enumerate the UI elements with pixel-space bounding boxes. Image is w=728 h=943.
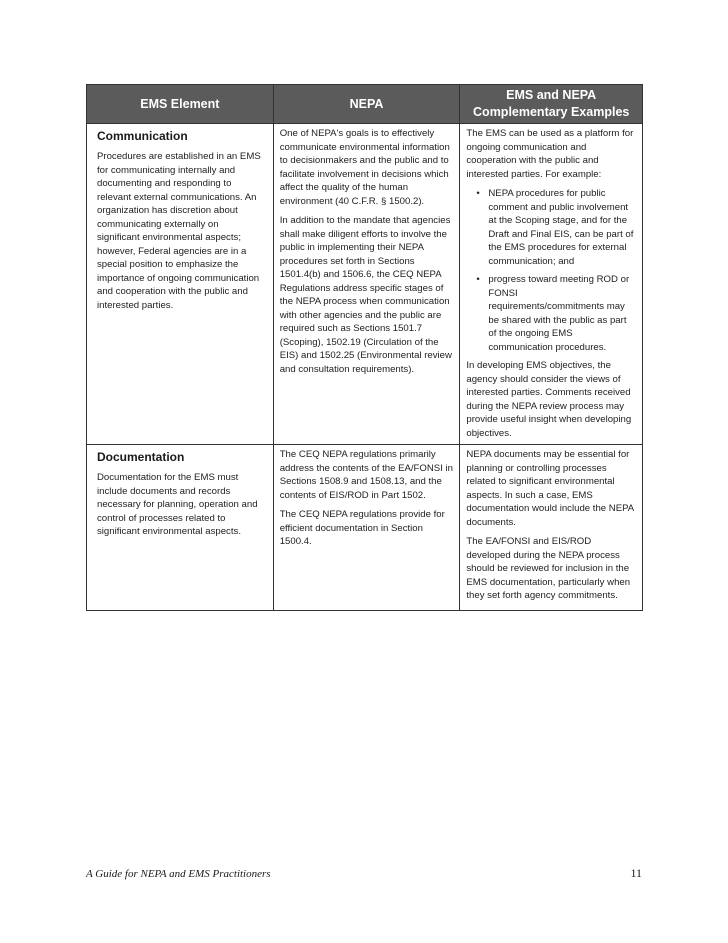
cell-examples: [460, 124, 643, 445]
examples-bullet-list: [466, 187, 636, 354]
nepa-paragraph: The CEQ NEPA regulations primarily address the contents of the EA/FONSI in Sections 1508.9 and 1508.13, and the contents of EIS/ROD in Part 1502.: [279, 449, 453, 501]
footer-guide-title: A Guide for NEPA and EMS Practitioners: [86, 868, 271, 880]
element-description: Documentation for the EMS must include documents and records necessary for planning, operation and control of processes related to significant environmental aspects.: [97, 472, 258, 537]
bullet-icon: •: [476, 274, 480, 285]
table-row-documentation: [87, 445, 643, 611]
element-description: Procedures are established in an EMS for communicating internally and documenting and responding to relevant external communications. An organization has discretion about communicating externally on significant environmental aspects; however, Federal agencies are in a special position to emphasize the importance of ongoing communication and cooperation with the public and interested parties.: [97, 151, 261, 311]
nepa-paragraph: One of NEPA's goals is to effectively communicate environmental information to decisionmakers and the public and to facilitate involvement in decisions which affect the quality of the human environment (40 C.F.R. § 1500.2).: [279, 128, 450, 207]
list-item: [466, 273, 636, 354]
table-row-communication: [87, 124, 643, 445]
nepa-paragraph: The CEQ NEPA regulations provide for efficient documentation in Section 1500.4.: [279, 509, 445, 547]
examples-outro: In developing EMS objectives, the agency should consider the views of interested parties. Comments received during the NEPA review process may provide useful insight when developing objectives.: [466, 360, 632, 439]
header-nepa: NEPA: [273, 85, 460, 124]
cell-examples: [460, 445, 643, 611]
cell-nepa: [273, 445, 460, 611]
list-item: [466, 187, 636, 268]
bullet-text: progress toward meeting ROD or FONSI requirements/commitments may be shared with the public as part of the ongoing EMS communication procedures.: [488, 274, 630, 353]
header-complementary-examples: EMS and NEPA Complementary Examples: [460, 85, 643, 124]
bullet-icon: •: [476, 188, 480, 199]
examples-paragraph: The EA/FONSI and EIS/ROD developed during the NEPA process should be reviewed for inclusion in the EMS documentation, particularly when they set forth agency commitments.: [466, 536, 631, 601]
cell-ems-element: [87, 124, 274, 445]
element-title: Documentation: [97, 450, 185, 464]
table-header-row: [87, 85, 643, 124]
bullet-text: NEPA procedures for public comment and public involvement at the Scoping stage, and for the Draft and Final EIS, can be part of the EMS procedures for external communication; and: [488, 188, 634, 267]
element-title: Communication: [97, 129, 188, 143]
examples-intro: The EMS can be used as a platform for ongoing communication and cooperation with the public and interested parties. For example:: [466, 128, 634, 180]
examples-paragraph: NEPA documents may be essential for planning or controlling processes related to significant environmental aspects. In such a case, EMS documentation would include the NEPA documents.: [466, 449, 634, 528]
cell-ems-element: [87, 445, 274, 611]
page-number: 11: [630, 866, 642, 880]
ems-nepa-table: [86, 84, 643, 611]
nepa-paragraph: In addition to the mandate that agencies shall make diligent efforts to involve the public in implementing their NEPA procedures set forth in Sections 1501.4(b) and 1506.6, the CEQ NEPA Regulations address specific stages of the NEPA process when communication with other agencies and the public are required such as Sections 1501.7 (Scoping), 1502.19 (Circulation of the EIS) and 1502.25 (Environmental review and consultation requirements).: [279, 215, 452, 375]
header-ems-element: EMS Element: [87, 85, 274, 124]
cell-nepa: [273, 124, 460, 445]
